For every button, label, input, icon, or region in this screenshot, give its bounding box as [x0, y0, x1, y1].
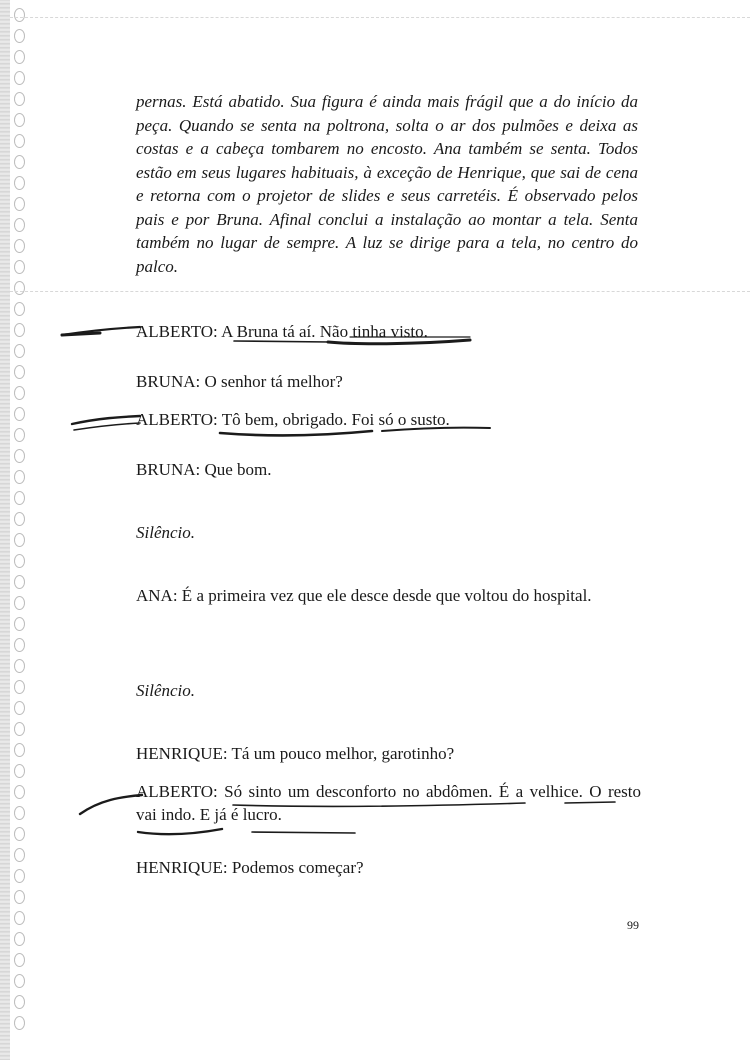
- punch-hole: [14, 365, 25, 379]
- punch-hole: [14, 701, 25, 715]
- punch-hole: [14, 617, 25, 631]
- punch-hole: [14, 932, 25, 946]
- punch-hole: [14, 953, 25, 967]
- dialogue-line: BRUNA: O senhor tá melhor?: [136, 372, 343, 391]
- punch-hole: [14, 785, 25, 799]
- punch-hole: [14, 890, 25, 904]
- punch-hole: [14, 827, 25, 841]
- underline-mark: [138, 829, 222, 834]
- punch-hole: [14, 533, 25, 547]
- underline-mark: [252, 832, 355, 833]
- dialogue-line: ANA: É a primeira vez que ele desce desde que voltou do hospital.: [136, 586, 592, 605]
- punch-hole: [14, 449, 25, 463]
- dialogue-line: ALBERTO: Só sinto um desconforto no abdômen. É a velhice. O resto vai indo. E já é lucro.: [136, 782, 641, 824]
- margin-arrow-mark: [80, 795, 142, 814]
- stage-direction-short: Silêncio.: [136, 523, 196, 542]
- punch-hole: [14, 911, 25, 925]
- underline-mark: [220, 431, 372, 435]
- punch-hole: [14, 176, 25, 190]
- dialogue-line: ALBERTO: Tô bem, obrigado. Foi só o susto.: [136, 410, 450, 429]
- stage-direction: pernas. Está abatido. Sua figura é ainda mais frágil que a do início da peça. Quando se senta na poltrona, solta o ar dos pulmões e deixa as costas e a cabeça tombarem no encosto. Ana também se senta. Todos estão em seus lugares habituais, à exceção de Henrique, que sai de cena e retorna com o projetor de slides e seus carretéis. É observado pelos pais e por Bruna. Afinal conclui a instalação ao montar a tela. Senta também no lugar de sempre. A luz se dirige para a tela, no centro do palco.: [136, 92, 638, 276]
- punch-hole: [14, 344, 25, 358]
- margin-arrow-mark: [62, 333, 100, 335]
- punch-hole: [14, 638, 25, 652]
- punch-hole: [14, 71, 25, 85]
- punch-hole: [14, 155, 25, 169]
- punch-hole: [14, 743, 25, 757]
- punch-hole: [14, 491, 25, 505]
- punch-hole: [14, 281, 25, 295]
- punch-hole: [14, 239, 25, 253]
- punch-hole: [14, 764, 25, 778]
- punch-hole: [14, 554, 25, 568]
- punch-hole: [14, 596, 25, 610]
- punch-hole: [14, 659, 25, 673]
- punch-hole: [14, 386, 25, 400]
- punch-hole: [14, 92, 25, 106]
- punch-hole: [14, 29, 25, 43]
- punch-hole: [14, 8, 25, 22]
- punch-hole: [14, 1016, 25, 1030]
- dialogue-line: HENRIQUE: Tá um pouco melhor, garotinho?: [136, 744, 455, 763]
- punch-hole: [14, 806, 25, 820]
- punch-hole: [14, 470, 25, 484]
- dialogue-line: HENRIQUE: Podemos começar?: [136, 858, 364, 877]
- punch-hole: [14, 302, 25, 316]
- punch-hole: [14, 575, 25, 589]
- margin-arrow-mark: [74, 423, 140, 430]
- binding-edge: [0, 0, 10, 1060]
- punch-hole: [14, 428, 25, 442]
- punch-hole: [14, 848, 25, 862]
- punch-hole: [14, 50, 25, 64]
- punch-holes: [14, 8, 30, 1048]
- punch-hole: [14, 869, 25, 883]
- punch-hole: [14, 722, 25, 736]
- punch-hole: [14, 218, 25, 232]
- fold-line-middle: [10, 291, 750, 292]
- punch-hole: [14, 680, 25, 694]
- stage-direction-short: Silêncio.: [136, 681, 196, 700]
- dialogue-line: ALBERTO: A Bruna tá aí. Não tinha visto.: [136, 322, 428, 341]
- punch-hole: [14, 134, 25, 148]
- punch-hole: [14, 974, 25, 988]
- punch-hole: [14, 407, 25, 421]
- page-number: 99: [627, 918, 639, 932]
- punch-hole: [14, 512, 25, 526]
- punch-hole: [14, 260, 25, 274]
- punch-hole: [14, 323, 25, 337]
- punch-hole: [14, 197, 25, 211]
- punch-hole: [14, 113, 25, 127]
- dialogue-line: BRUNA: Que bom.: [136, 460, 272, 479]
- fold-line-top: [10, 17, 750, 18]
- punch-hole: [14, 995, 25, 1009]
- margin-arrow-mark: [62, 327, 140, 335]
- margin-arrow-mark: [72, 416, 140, 424]
